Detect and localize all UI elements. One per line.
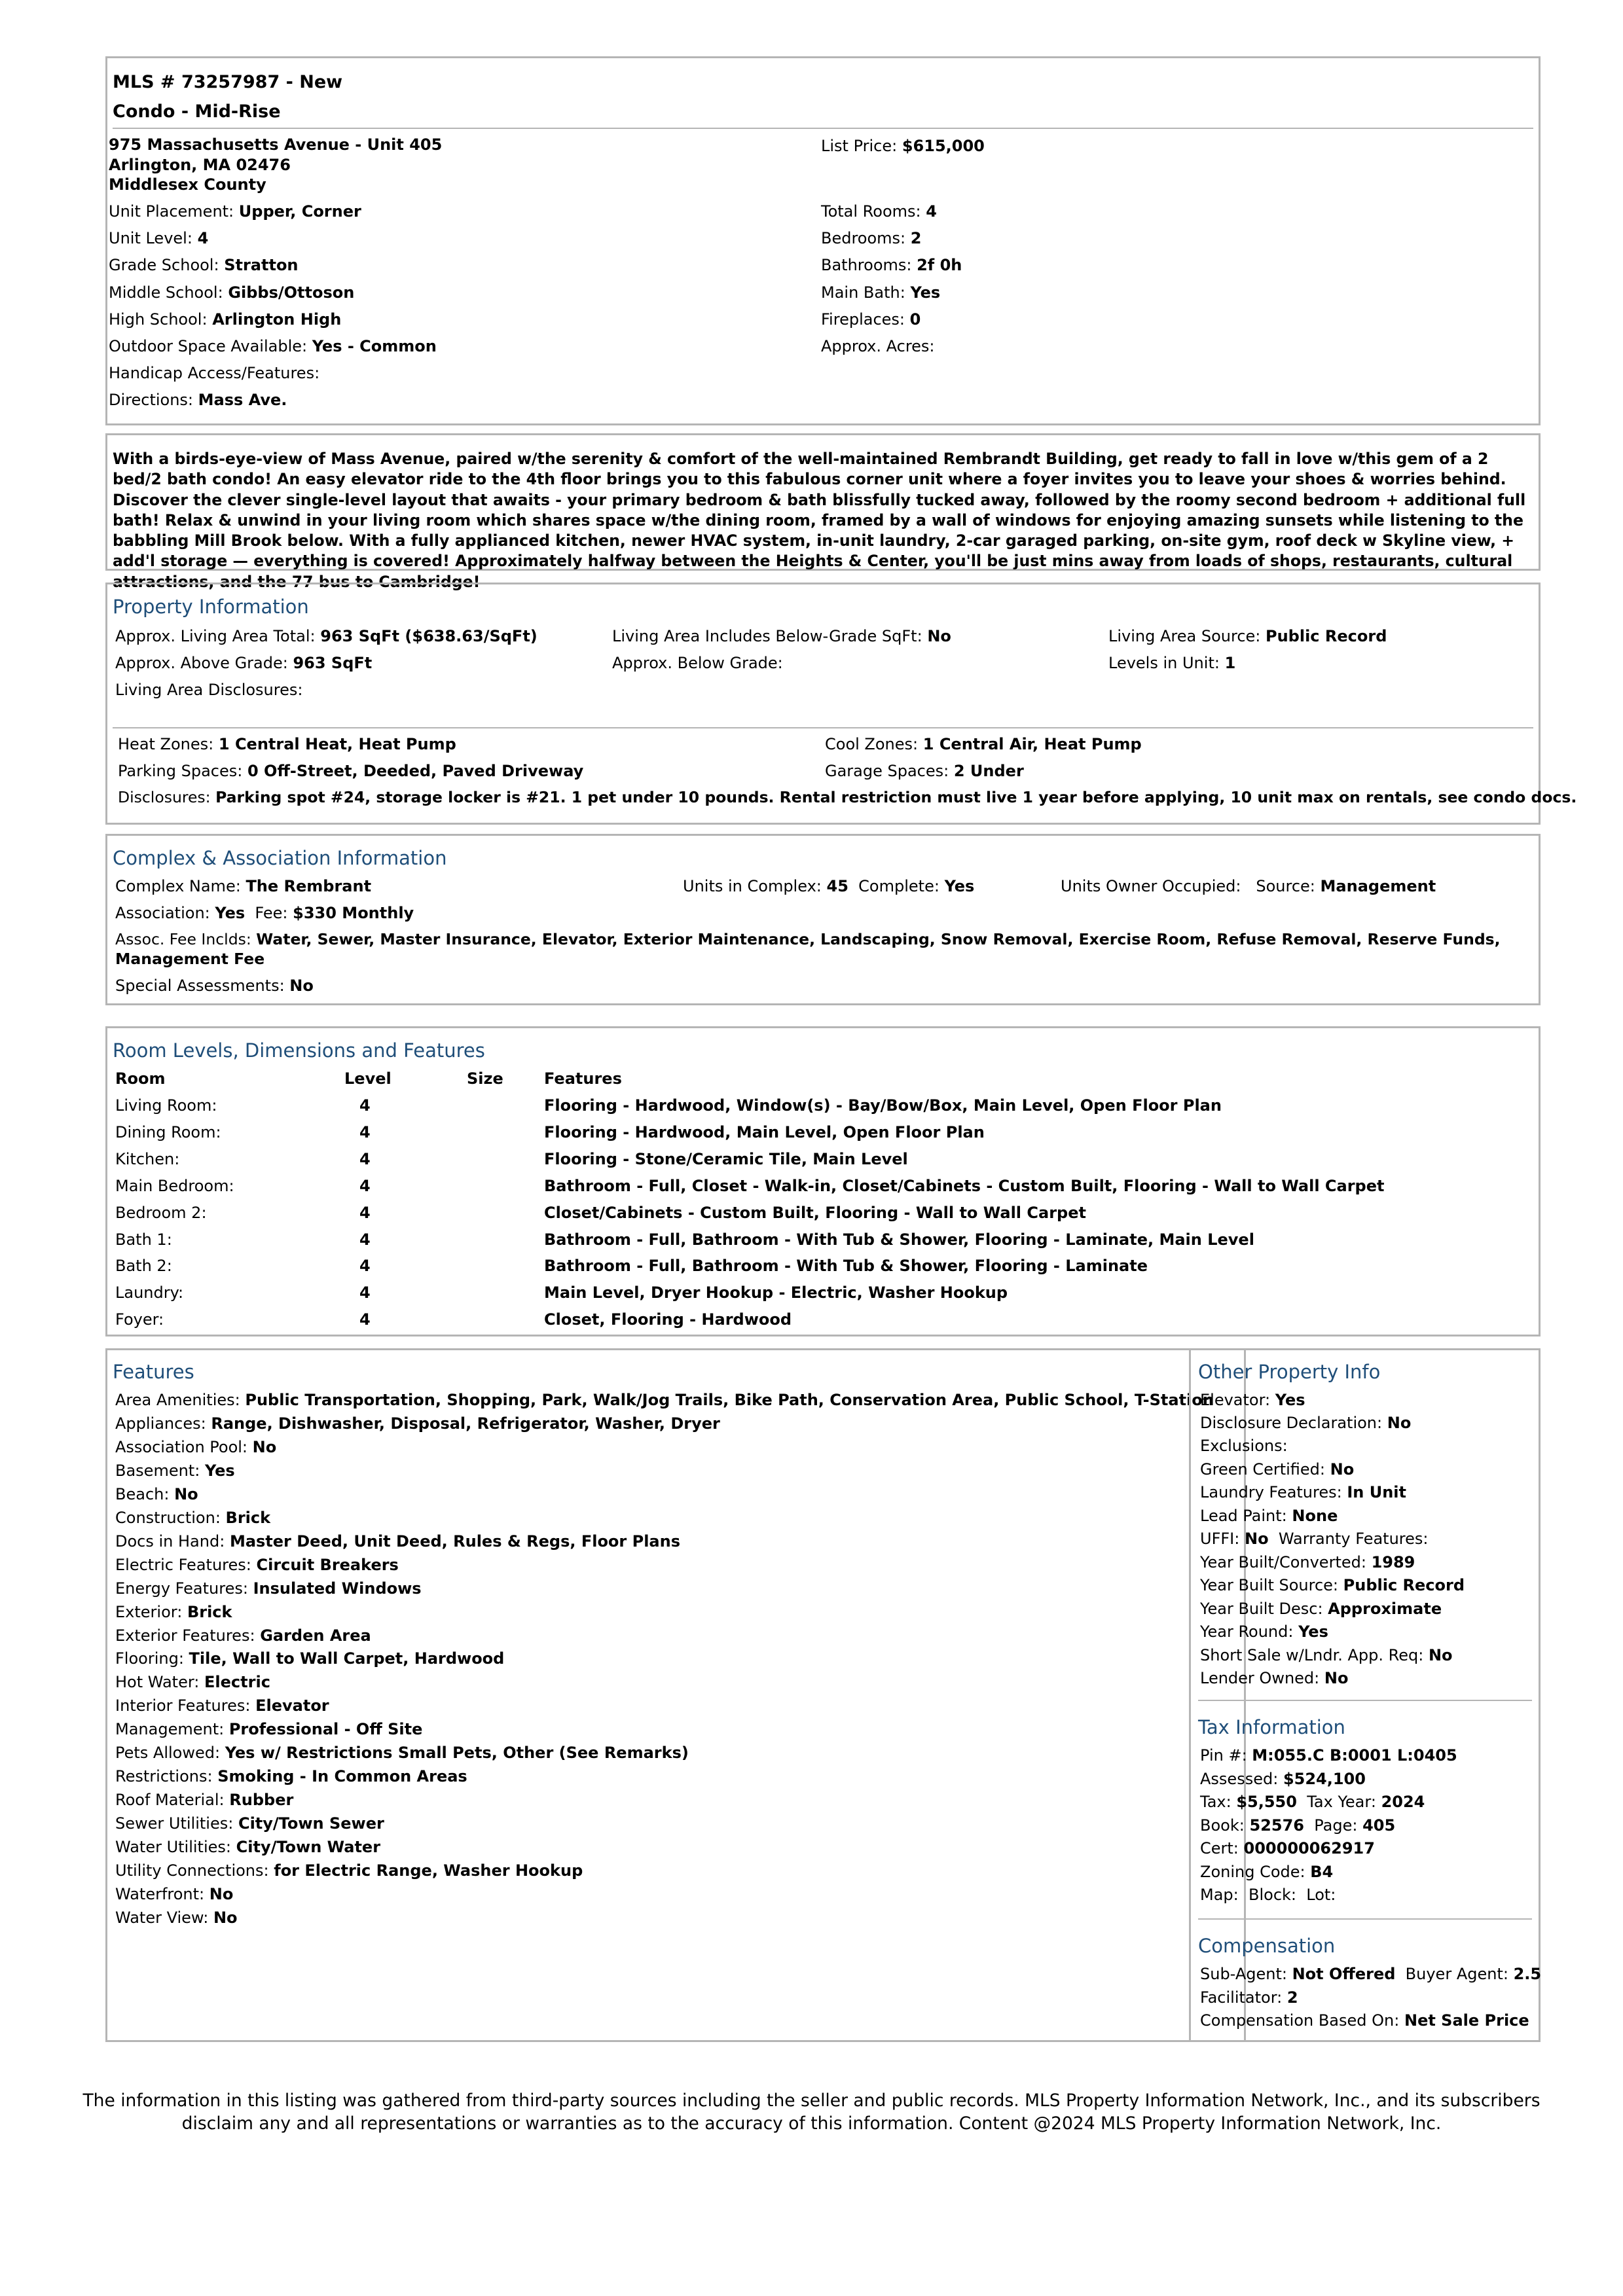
summary-left-item (109, 283, 354, 302)
summary-left-item (109, 255, 299, 275)
tax-divider (1198, 1700, 1532, 1701)
uffi-warranty: UFFI: No Warranty Features: (1200, 1530, 1429, 1548)
above-grade: Approx. Above Grade: 963 SqFt (115, 654, 373, 672)
rooms-header-size: Size (467, 1069, 503, 1088)
feature-item (115, 1861, 583, 1880)
county: Middlesex County (109, 175, 266, 194)
feature-item-value: City/Town Water (236, 1838, 381, 1857)
cool-zones: Cool Zones: 1 Central Air, Heat Pump (825, 735, 1142, 753)
feature-item-label: Electric Features: (115, 1555, 251, 1574)
feature-item-label: Area Amenities: (115, 1391, 240, 1409)
features-title: Features (113, 1361, 194, 1383)
disclaimer-line-2: disclaim any and all representations or warranties as to the accuracy of this information. Content @2024 MLS Property Information Network, Inc. (181, 2113, 1442, 2134)
room-name: Kitchen: (115, 1149, 180, 1168)
feature-item-label: Management: (115, 1720, 225, 1739)
room-features: Flooring - Stone/Ceramic Tile, Main Level (544, 1149, 908, 1168)
feature-item (115, 1602, 232, 1622)
facilitator: Facilitator: 2 (1200, 1988, 1298, 2007)
feature-item-label: Construction: (115, 1508, 221, 1527)
list-price (821, 136, 985, 156)
living-area-disclosures: Living Area Disclosures: (115, 681, 303, 699)
summary-right-item-label: Approx. Acres: (821, 337, 935, 355)
room-features: Bathroom - Full, Closet - Walk-in, Closet/Cabinets - Custom Built, Flooring - Wall to Wall Carpet (544, 1176, 1385, 1195)
summary-left-item-label: Unit Level: (109, 229, 192, 248)
levels-in-unit: Levels in Unit: 1 (1108, 654, 1236, 672)
feature-item-value: Professional - Off Site (228, 1720, 423, 1739)
summary-left-item-value: Gibbs/Ottoson (228, 283, 355, 302)
lead-paint: Lead Paint: None (1200, 1507, 1338, 1525)
feature-item-label: Exterior: (115, 1602, 183, 1621)
feature-item (115, 1579, 422, 1598)
rooms-title: Room Levels, Dimensions and Features (113, 1039, 485, 1062)
summary-left-item (109, 202, 361, 221)
disclaimer-footer (0, 2089, 1623, 2135)
summary-right-item-label: Bedrooms: (821, 229, 906, 248)
tax-amount: Tax: $5,550 Tax Year: 2024 (1200, 1793, 1425, 1811)
summary-left-item-value: Arlington High (212, 310, 342, 329)
summary-right-item-label: Bathrooms: (821, 256, 912, 275)
living-area-source: Living Area Source: Public Record (1108, 627, 1387, 645)
feature-item (115, 1884, 233, 1904)
feature-item (115, 1672, 270, 1692)
address-line-2: Arlington, MA 02476 (109, 156, 291, 174)
other-info-title: Other Property Info (1198, 1361, 1381, 1383)
assoc-fee-includes: Assoc. Fee Inclds: Water, Sewer, Master Insurance, Elevator, Exterior Maintenance, Landscaping, Snow Removal, Exercise Room, Refuse Removal, Reserve Funds, (115, 930, 1501, 948)
remarks-text: With a birds-eye-view of Mass Avenue, paired w/the serenity & comfort of the well-maintained Rembrandt Building, get ready to fall in love w/this gem of a 2 bed/2 bath condo! An easy elevator ride to the 4th floor brings you to this fabulous corner unit where a foyer invites you to leave your shoes & worries behind. Discover the clever single-level layout that awaits - your primary bedroom & bath blissfully tucked away, followed by the roomy second bedroom + additional full bath! Relax & unwind in your living room which shares space w/the dining room, framed by a wall of windows for enjoying amazing sunsets while listening to the babbling Mill Brook below. With a fully applianced kitchen, newer HVAC system, in-unit laundry, 2-car garaged parking, on-site gym, roof deck w Skyline view, + add'l storage — everything is covered! Approximately halfway between the Heights & Center, you'll be just mins away from loads of shops, restaurants, cultural attractions, and the 77 bus to Cambridge! (113, 450, 1526, 591)
summary-right-item (821, 255, 962, 275)
feature-item-label: Docs in Hand: (115, 1532, 225, 1551)
units-owner-occupied: Units Owner Occupied: Source: Management (1061, 877, 1436, 895)
address-line-1: 975 Massachusetts Avenue - Unit 405 (109, 135, 443, 154)
room-features: Flooring - Hardwood, Window(s) - Bay/Bow/Box, Main Level, Open Floor Plan (544, 1096, 1222, 1115)
feature-item-label: Appliances: (115, 1414, 206, 1433)
summary-left-item-label: Directions: (109, 391, 194, 410)
elevator: Elevator: Yes (1200, 1391, 1305, 1409)
summary-right-item-label: Main Bath: (821, 283, 905, 302)
feature-item-value: Yes (204, 1461, 235, 1480)
summary-right-item (821, 310, 921, 329)
lender-owned: Lender Owned: No (1200, 1669, 1349, 1687)
summary-right-item (821, 336, 935, 356)
disclosure-declaration: Disclosure Declaration: No (1200, 1414, 1412, 1432)
feature-item-label: Utility Connections: (115, 1861, 269, 1880)
summary-left-item-label: Middle School: (109, 283, 223, 302)
zoning-code: Zoning Code: B4 (1200, 1863, 1334, 1881)
pin: Pin #: M:055.C B:0001 L:0405 (1200, 1746, 1457, 1765)
feature-item (115, 1767, 467, 1786)
feature-item-value: Circuit Breakers (256, 1555, 399, 1574)
disclosures: Disclosures: Parking spot #24, storage locker is #21. 1 pet under 10 pounds. Rental restriction must live 1 year before applying, 10 unit max on rentals, see condo docs. (118, 788, 1577, 806)
exclusions: Exclusions: (1200, 1437, 1288, 1455)
complex-title: Complex & Association Information (113, 847, 447, 869)
feature-item (115, 1719, 422, 1739)
feature-item (115, 1390, 1214, 1410)
living-area-total: Approx. Living Area Total: 963 SqFt ($638.63/SqFt) (115, 627, 538, 645)
room-level: 4 (359, 1283, 371, 1302)
feature-item-label: Interior Features: (115, 1696, 251, 1715)
rooms-header-room: Room (115, 1069, 166, 1088)
room-features: Closet, Flooring - Hardwood (544, 1310, 792, 1329)
summary-right-item (821, 283, 940, 302)
feature-item (115, 1743, 689, 1763)
year-built: Year Built/Converted: 1989 (1200, 1553, 1415, 1571)
feature-item-label: Beach: (115, 1484, 170, 1503)
room-name: Living Room: (115, 1096, 217, 1115)
room-level: 4 (359, 1176, 371, 1195)
feature-item-value: Tile, Wall to Wall Carpet, Hardwood (189, 1649, 505, 1668)
property-info-title: Property Information (113, 596, 309, 618)
summary-left-item-label: High School: (109, 310, 208, 329)
summary-right-item (821, 228, 921, 248)
green-certified: Green Certified: No (1200, 1460, 1355, 1479)
summary-left-item (109, 228, 208, 248)
living-below-grade-incl: Living Area Includes Below-Grade SqFt: No (612, 627, 951, 645)
summary-right-item-label: Total Rooms: (821, 202, 921, 221)
mls-number: MLS # 73257987 - New (113, 72, 343, 92)
summary-left-item-label: Outdoor Space Available: (109, 337, 308, 355)
feature-item-value: Brick (187, 1602, 232, 1621)
summary-right-item-value: 2f 0h (917, 256, 962, 275)
room-name: Bath 2: (115, 1257, 172, 1276)
room-name: Bedroom 2: (115, 1203, 207, 1222)
summary-left-item-label: Handicap Access/Features: (109, 364, 320, 383)
feature-item-label: Energy Features: (115, 1579, 248, 1598)
feature-item-value: No (252, 1437, 277, 1456)
room-features: Closet/Cabinets - Custom Built, Flooring - Wall to Wall Carpet (544, 1203, 1086, 1222)
feature-item-value: Yes w/ Restrictions Small Pets, Other (See Remarks) (225, 1744, 689, 1763)
map-block-lot: Map: Block: Lot: (1200, 1886, 1336, 1904)
below-grade: Approx. Below Grade: (612, 654, 783, 672)
cert: Cert: 000000062917 (1200, 1839, 1375, 1857)
room-name: Main Bedroom: (115, 1176, 234, 1195)
summary-left-item (109, 390, 287, 410)
feature-item-value: No (213, 1908, 238, 1927)
room-level: 4 (359, 1096, 371, 1115)
units-in-complex: Units in Complex: 45 Complete: Yes (683, 877, 975, 895)
feature-item (115, 1461, 235, 1480)
header-divider (113, 128, 1533, 129)
feature-item (115, 1414, 720, 1433)
summary-right-item-value: Yes (910, 283, 941, 302)
room-level: 4 (359, 1257, 371, 1276)
summary-right-item-value: 0 (909, 310, 921, 329)
compensation-title: Compensation (1198, 1935, 1336, 1957)
assoc-fee-includes-cont: Management Fee (115, 950, 265, 968)
room-name: Foyer: (115, 1310, 164, 1329)
feature-item-label: Roof Material: (115, 1791, 225, 1810)
year-built-source: Year Built Source: Public Record (1200, 1576, 1465, 1594)
room-name: Laundry: (115, 1283, 184, 1302)
rooms-header-features: Features (544, 1069, 622, 1088)
feature-item-value: Smoking - In Common Areas (217, 1767, 467, 1786)
summary-left-item-value: Yes - Common (312, 337, 437, 355)
assessed: Assessed: $524,100 (1200, 1770, 1366, 1788)
room-level: 4 (359, 1203, 371, 1222)
summary-left-item-value: 4 (197, 229, 209, 248)
summary-left-item-label: Grade School: (109, 256, 219, 275)
summary-left-item-value: Mass Ave. (198, 391, 287, 410)
room-features: Bathroom - Full, Bathroom - With Tub & Shower, Flooring - Laminate (544, 1257, 1148, 1276)
feature-item-value: Elevator (255, 1696, 329, 1715)
feature-item-label: Hot Water: (115, 1673, 200, 1692)
feature-item-label: Association Pool: (115, 1437, 248, 1456)
feature-item (115, 1908, 238, 1928)
garage-spaces: Garage Spaces: 2 Under (825, 762, 1024, 780)
room-level: 4 (359, 1310, 371, 1329)
feature-item (115, 1814, 384, 1833)
room-features: Flooring - Hardwood, Main Level, Open Floor Plan (544, 1122, 985, 1141)
feature-item-value: No (174, 1484, 198, 1503)
property-type: Condo - Mid-Rise (113, 101, 281, 122)
feature-item-label: Exterior Features: (115, 1626, 255, 1645)
room-features: Main Level, Dryer Hookup - Electric, Washer Hookup (544, 1283, 1008, 1302)
feature-item-value: for Electric Range, Washer Hookup (274, 1861, 583, 1880)
summary-left-item-value: Stratton (224, 256, 299, 275)
room-level: 4 (359, 1149, 371, 1168)
list-price-label: List Price: (821, 137, 898, 155)
feature-item-value: Garden Area (260, 1626, 371, 1645)
property-info-divider (113, 727, 1533, 728)
room-name: Dining Room: (115, 1122, 221, 1141)
rooms-header-level: Level (344, 1069, 392, 1088)
summary-left-item (109, 336, 437, 356)
complex-name: Complex Name: The Rembrant (115, 877, 372, 895)
feature-item (115, 1508, 270, 1528)
feature-item (115, 1484, 198, 1504)
feature-item-value: Insulated Windows (253, 1579, 422, 1598)
room-name: Bath 1: (115, 1230, 172, 1249)
features-box (105, 1348, 1246, 2042)
feature-item (115, 1532, 680, 1551)
sub-agent: Sub-Agent: Not Offered Buyer Agent: 2.5 (1200, 1965, 1542, 1983)
summary-left-item-label: Unit Placement: (109, 202, 234, 221)
feature-item-label: Water Utilities: (115, 1838, 231, 1857)
association: Association: Yes Fee: $330 Monthly (115, 904, 414, 922)
feature-item-value: Public Transportation, Shopping, Park, Walk/Jog Trails, Bike Path, Conservation Area, Public School, T-Station (245, 1391, 1214, 1409)
room-features: Bathroom - Full, Bathroom - With Tub & Shower, Flooring - Laminate, Main Level (544, 1230, 1254, 1249)
summary-right-item (821, 202, 937, 221)
feature-item-label: Sewer Utilities: (115, 1814, 234, 1833)
summary-left-item-value: Upper, Corner (238, 202, 361, 221)
feature-item (115, 1555, 399, 1575)
special-assessments: Special Assessments: No (115, 977, 314, 995)
feature-item (115, 1649, 504, 1668)
feature-item (115, 1437, 276, 1457)
feature-item-value: Master Deed, Unit Deed, Rules & Regs, Floor Plans (229, 1532, 680, 1551)
compensation-based-on: Compensation Based On: Net Sale Price (1200, 2011, 1529, 2030)
feature-item-label: Waterfront: (115, 1884, 205, 1903)
feature-item-value: Rubber (229, 1791, 294, 1810)
short-sale: Short Sale w/Lndr. App. Req: No (1200, 1646, 1453, 1664)
summary-left-item (109, 310, 341, 329)
tax-title: Tax Information (1198, 1716, 1345, 1738)
feature-item-label: Flooring: (115, 1649, 184, 1668)
year-round: Year Round: Yes (1200, 1623, 1328, 1641)
parking-spaces: Parking Spaces: 0 Off-Street, Deeded, Paved Driveway (118, 762, 584, 780)
feature-item (115, 1626, 371, 1645)
feature-item-value: Electric (204, 1673, 270, 1692)
book-page: Book: 52576 Page: 405 (1200, 1816, 1396, 1835)
year-built-desc: Year Built Desc: Approximate (1200, 1600, 1442, 1618)
room-level: 4 (359, 1122, 371, 1141)
feature-item (115, 1696, 329, 1715)
feature-item-value: Range, Dishwasher, Disposal, Refrigerator, Washer, Dryer (211, 1414, 720, 1433)
list-price-value: $615,000 (902, 137, 985, 155)
disclaimer-line-1: The information in this listing was gathered from third-party sources including the seller and public records. MLS Property Information Network, Inc., and its subscribers (82, 2090, 1541, 2111)
laundry-features: Laundry Features: In Unit (1200, 1483, 1407, 1501)
summary-left-item (109, 363, 319, 383)
feature-item-label: Water View: (115, 1908, 209, 1927)
feature-item (115, 1837, 380, 1857)
feature-item-value: No (209, 1884, 234, 1903)
feature-item-label: Pets Allowed: (115, 1744, 221, 1763)
feature-item-value: City/Town Sewer (238, 1814, 384, 1833)
heat-zones: Heat Zones: 1 Central Heat, Heat Pump (118, 735, 456, 753)
feature-item-label: Restrictions: (115, 1767, 213, 1786)
room-level: 4 (359, 1230, 371, 1249)
summary-right-item-value: 2 (910, 229, 922, 248)
summary-right-item-value: 4 (926, 202, 937, 221)
compensation-divider (1198, 1918, 1532, 1920)
feature-item-label: Basement: (115, 1461, 200, 1480)
summary-right-item-label: Fireplaces: (821, 310, 905, 329)
feature-item-value: Brick (225, 1508, 271, 1527)
feature-item (115, 1790, 293, 1810)
